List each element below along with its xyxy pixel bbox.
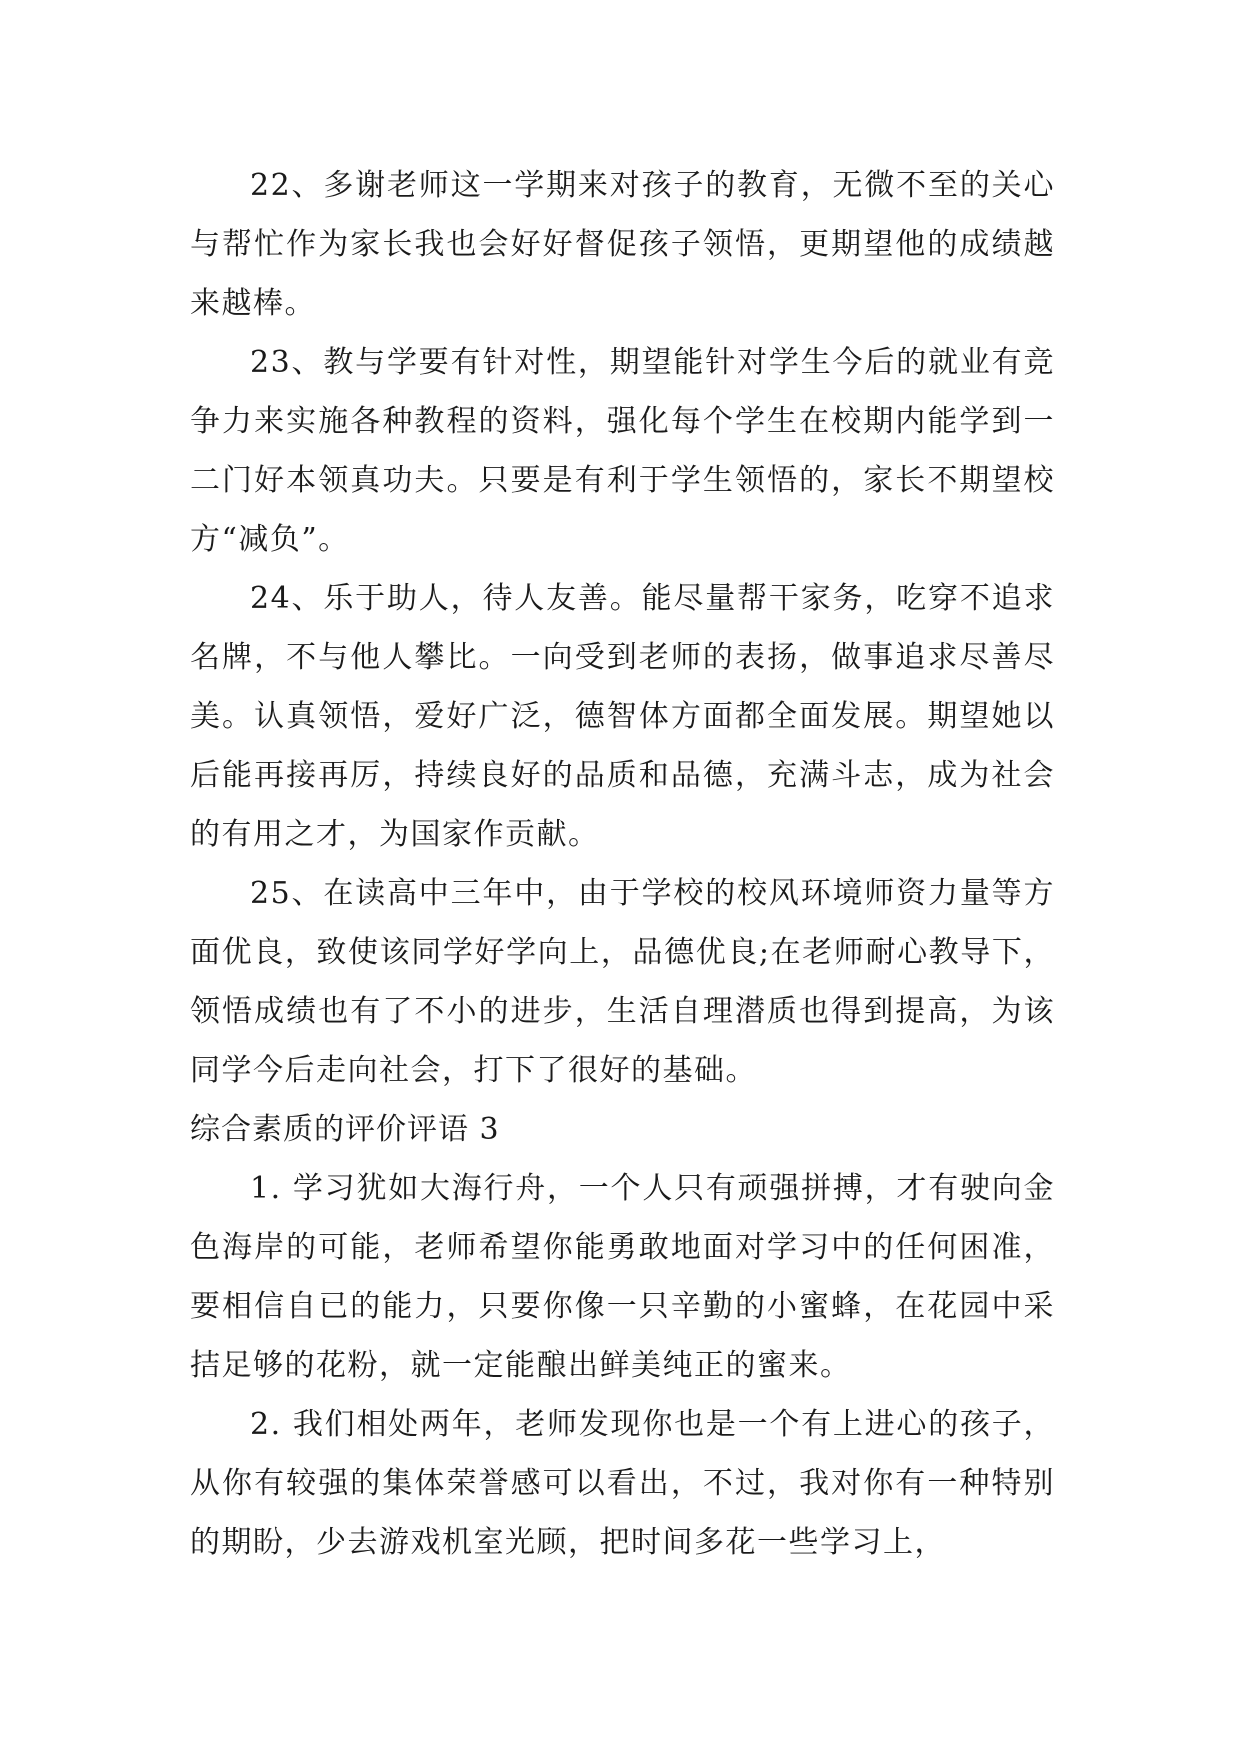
section-heading: 综合素质的评价评语 3 <box>190 1112 500 1147</box>
paragraph-25: 25、在读高中三年中，由于学校的校风环境师资力量等方面优良，致使该同学好学向上，品德优良;在老师耐心教导下，领悟成绩也有了不小的进步，生活自理潜质也得到提高，为该同学今后走向社会，打下了很好的基础。 <box>190 876 1055 1088</box>
paragraph-item-2: 2. 我们相处两年，老师发现你也是一个有上进心的孩子，从你有较强的集体荣誉感可以看出，不过，我对你有一种特别的期盼，少去游戏机室光顾，把时间多花一些学习上， <box>190 1407 1055 1560</box>
paragraph-item-1: 1. 学习犹如大海行舟，一个人只有顽强拼搏，才有驶向金色海岸的可能，老师希望你能勇敢地面对学习中的任何困准，要相信自已的能力，只要你像一只辛勤的小蜜蜂，在花园中采拮足够的花粉，就一定能酿出鲜美纯正的蜜来。 <box>190 1171 1055 1383</box>
paragraph-23: 23、教与学要有针对性，期望能针对学生今后的就业有竞争力来实施各种教程的资料，强化每个学生在校期内能学到一二门好本领真功夫。只要是有利于学生领悟的，家长不期望校方“减负”。 <box>190 345 1055 557</box>
document-body <box>190 156 1055 1572</box>
paragraph-24: 24、乐于助人，待人友善。能尽量帮干家务，吃穿不追求名牌，不与他人攀比。一向受到老师的表扬，做事追求尽善尽美。认真领悟，爱好广泛，德智体方面都全面发展。期望她以后能再接再厉，持续良好的品质和品德，充满斗志，成为社会的有用之才，为国家作贡献。 <box>190 581 1055 852</box>
paragraph-22: 22、多谢老师这一学期来对孩子的教育，无微不至的关心与帮忙作为家长我也会好好督促孩子领悟，更期望他的成绩越来越棒。 <box>190 168 1055 321</box>
